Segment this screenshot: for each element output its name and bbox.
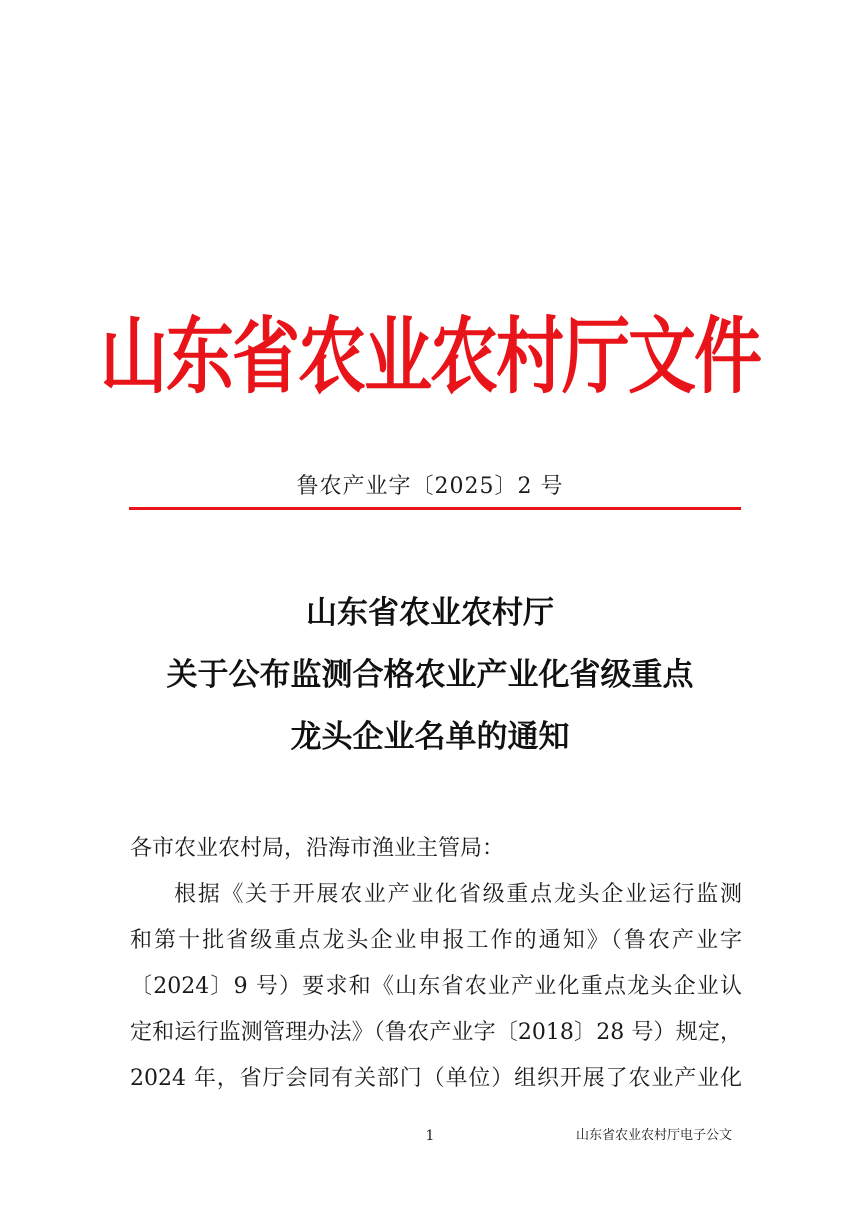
document-body: [130, 826, 742, 1102]
body-line: 2024 年，省厅会同有关部门（单位）组织开展了农业产业化: [130, 1066, 742, 1091]
body-line: 〔2024〕9 号）要求和《山东省农业产业化重点龙头企业认: [130, 974, 742, 999]
red-divider-line: [129, 507, 741, 510]
page-number: 1: [425, 1128, 435, 1144]
masthead: 山东省农业农村厅文件: [99, 308, 760, 406]
salutation: 各市农业农村局，沿海市渔业主管局：: [130, 836, 505, 861]
title-line: 关于公布监测合格农业产业化省级重点: [166, 657, 694, 693]
body-line: 根据《关于开展农业产业化省级重点龙头企业运行监测: [174, 882, 742, 907]
document-title: [0, 587, 860, 773]
document-number: 鲁农产业字〔2025〕2 号: [296, 474, 564, 499]
title-line: 龙头企业名单的通知: [290, 719, 570, 755]
footer-source: 山东省农业农村厅电子公文: [575, 1128, 732, 1143]
title-line: 山东省农业农村厅: [306, 595, 554, 631]
body-line: 和第十批省级重点龙头企业申报工作的通知》（鲁农产业字: [130, 928, 742, 953]
body-line: 定和运行监测管理办法》（鲁农产业字〔2018〕28 号）规定，: [130, 1020, 742, 1045]
